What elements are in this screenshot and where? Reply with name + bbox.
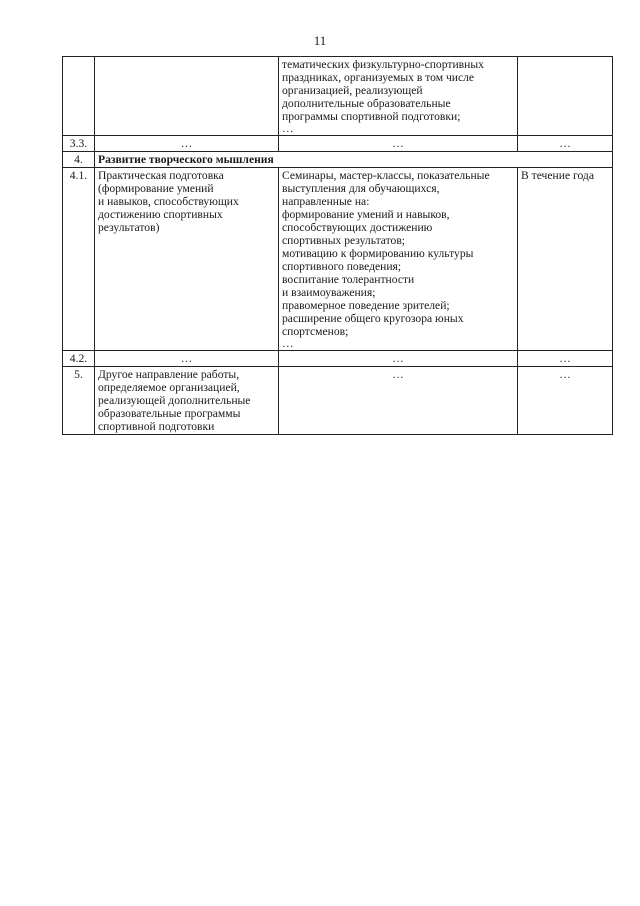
row-number-cell <box>63 57 95 136</box>
table-row <box>63 351 613 367</box>
activity-line: правомерное поведение зрителей; <box>282 299 450 312</box>
activity-line: выступления для обучающихся, <box>282 182 440 195</box>
activity-line: спортивных результатов; <box>282 234 406 247</box>
table-row <box>63 57 613 136</box>
direction-line: (формирование умений <box>98 182 214 195</box>
activity-line: программы спортивной подготовки; <box>282 110 461 123</box>
direction-line: реализующей дополнительные <box>98 394 251 407</box>
direction-cell <box>95 168 279 351</box>
activity-line: спортивного поведения; <box>282 260 402 273</box>
activity-table <box>62 56 613 435</box>
direction-line: и навыков, способствующих <box>98 195 239 208</box>
direction-line: Практическая подготовка <box>98 169 224 182</box>
row-number-cell: 3.3. <box>63 136 95 152</box>
activity-line: способствующих достижению <box>282 221 433 234</box>
direction-line: Другое направление работы, <box>98 368 240 381</box>
timing-cell: … <box>518 351 613 367</box>
section-row <box>63 152 613 168</box>
activity-cell <box>279 168 518 351</box>
direction-line: результатов) <box>98 221 160 234</box>
direction-cell: … <box>95 136 279 152</box>
activity-line: формирование умений и навыков, <box>282 208 450 221</box>
row-number-cell: 4.2. <box>63 351 95 367</box>
table-row <box>63 136 613 152</box>
ellipsis-text: … <box>282 337 294 350</box>
activity-line: Семинары, мастер-классы, показательные <box>282 169 490 182</box>
ellipsis-text: … <box>282 122 294 135</box>
row-number-cell: 5. <box>63 367 95 435</box>
activity-line: тематических физкультурно-спортивных <box>282 58 484 71</box>
direction-cell: … <box>95 351 279 367</box>
activity-line: спортсменов; <box>282 325 349 338</box>
direction-line: определяемое организацией, <box>98 381 240 394</box>
section-title: Развитие творческого мышления <box>95 152 613 168</box>
timing-cell <box>518 57 613 136</box>
direction-cell <box>95 57 279 136</box>
activity-cell <box>279 57 518 136</box>
activity-line: расширение общего кругозора юных <box>282 312 464 325</box>
page-number: 11 <box>313 33 327 48</box>
activity-cell: … <box>279 136 518 152</box>
table-row <box>63 367 613 435</box>
activity-cell: … <box>279 351 518 367</box>
activity-cell: … <box>279 367 518 435</box>
activity-line: праздниках, организуемых в том числе <box>282 71 475 84</box>
timing-cell: В течение года <box>518 168 613 351</box>
direction-line: достижению спортивных <box>98 208 223 221</box>
timing-cell: … <box>518 367 613 435</box>
activity-line: направленные на: <box>282 195 370 208</box>
direction-line: образовательные программы <box>98 407 241 420</box>
direction-line: спортивной подготовки <box>98 420 215 433</box>
row-number-cell: 4. <box>63 152 95 168</box>
table-row <box>63 168 613 351</box>
activity-line: воспитание толерантности <box>282 273 415 286</box>
activity-line: организацией, реализующей <box>282 84 423 97</box>
activity-line: мотивацию к формированию культуры <box>282 247 474 260</box>
activity-line: дополнительные образовательные <box>282 97 451 110</box>
direction-cell <box>95 367 279 435</box>
timing-cell: … <box>518 136 613 152</box>
activity-line: и взаимоуважения; <box>282 286 376 299</box>
row-number-cell: 4.1. <box>63 168 95 351</box>
